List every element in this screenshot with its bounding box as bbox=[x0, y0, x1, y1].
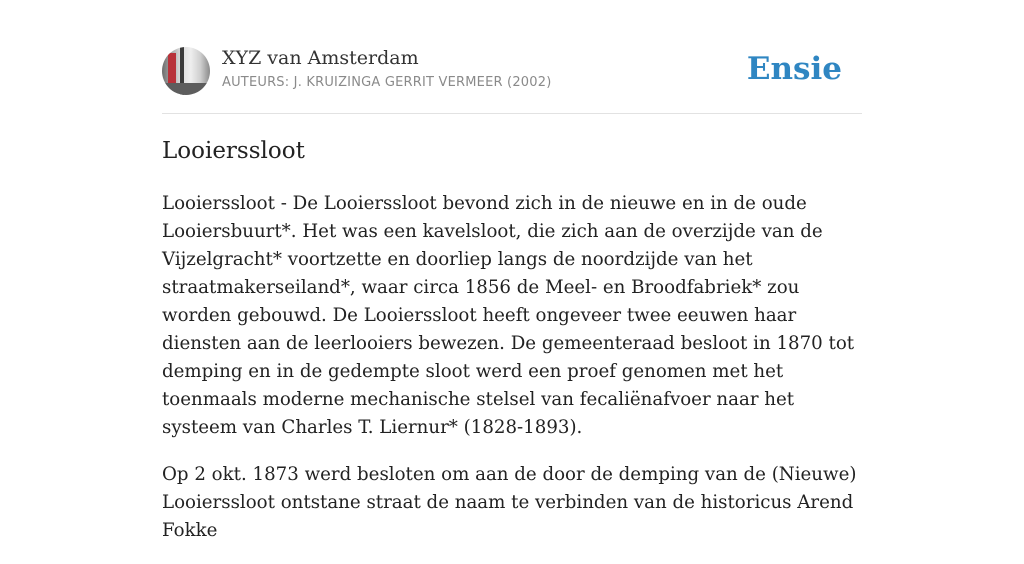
book-title-link[interactable]: XYZ van Amsterdam bbox=[222, 47, 419, 69]
ensie-logo[interactable]: Ensie bbox=[746, 51, 842, 87]
entry-paragraph: Looierssloot - De Looierssloot bevond zich in de nieuwe en in de oude Looiersbuurt*. Het was een kavelsloot, die zich aan de overzijde van de Vijzelgracht* voortzette en doorliep langs de noordzijde van het straatmakerseiland*, waar circa 1856 de Meel- en Broodfabriek* zou worden gebouwd. De Looierssloot heeft ongeveer twee eeuwen haar diensten aan de leerlooiers bewezen. De gemeenteraad besloot in 1870 tot demping en in de gedempte sloot werd een proef genomen met het toenmaals moderne mechanische stelsel van fecaliënafvoer naar het systeem van Charles T. Liernur* (1828-1893). bbox=[162, 193, 855, 438]
entry-title: Looierssloot bbox=[162, 138, 305, 164]
avatar-detail bbox=[162, 83, 210, 95]
entry-paragraph: Op 2 okt. 1873 werd besloten om aan de door de demping van de (Nieuwe) Looierssloot ontstane straat de naam te verbinden van de historicus Arend Fokke bbox=[162, 464, 857, 541]
entry-body bbox=[162, 190, 862, 564]
book-cover-avatar[interactable] bbox=[162, 47, 210, 95]
book-header bbox=[162, 46, 862, 114]
book-authors: AUTEURS: J. KRUIZINGA GERRIT VERMEER (2002) bbox=[222, 75, 552, 90]
avatar-detail bbox=[168, 53, 176, 87]
